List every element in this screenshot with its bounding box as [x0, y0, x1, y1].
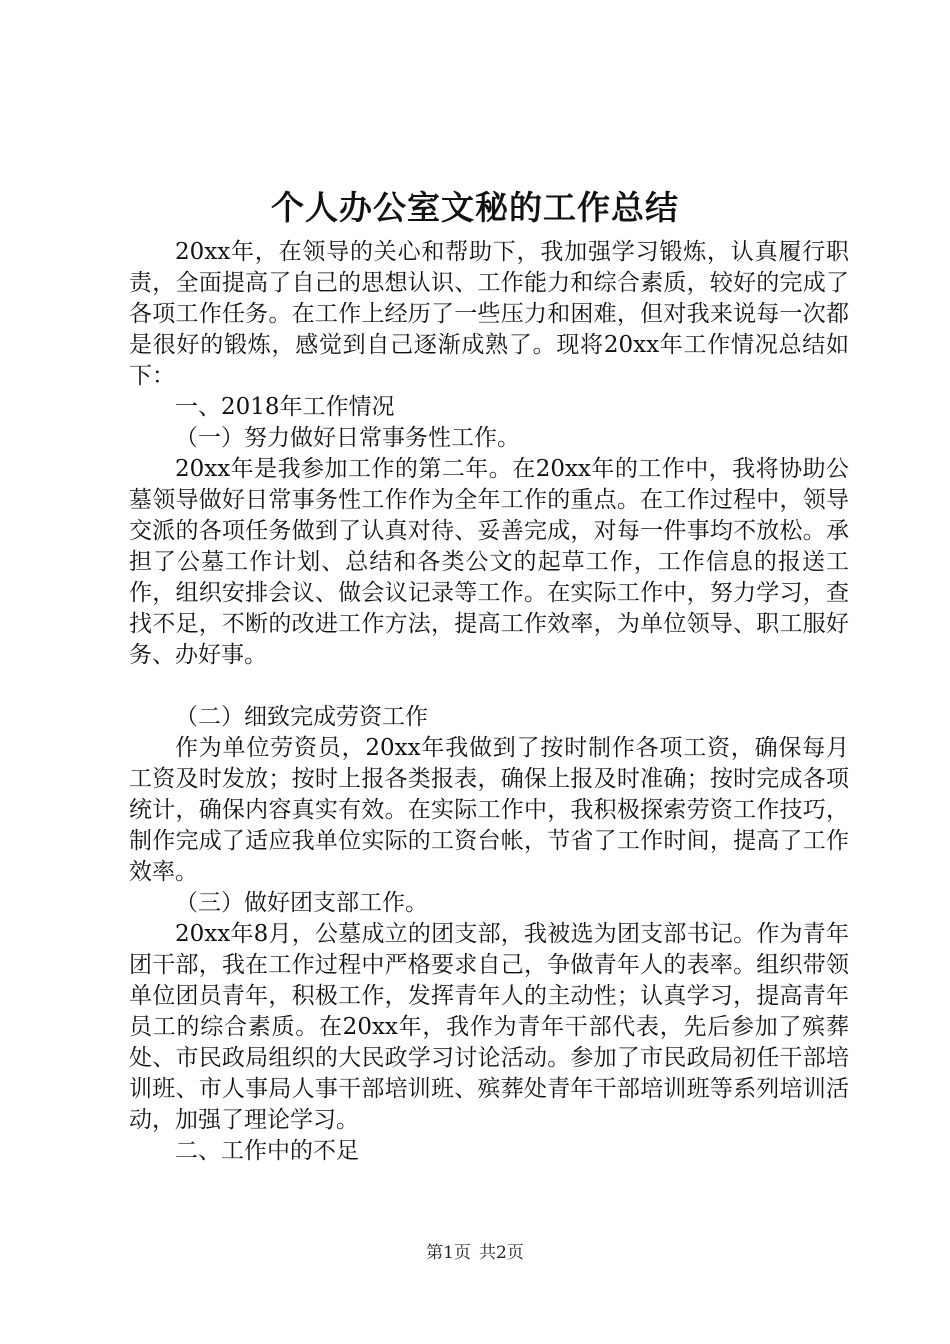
- page-footer: [0, 1241, 950, 1265]
- section-heading-2: 二、工作中的不足: [175, 1138, 359, 1164]
- page-number-current: 第1页: [426, 1243, 471, 1263]
- document-title: 个人办公室文秘的工作总结: [271, 188, 679, 227]
- subsection-heading-2: （二）细致完成劳资工作: [175, 704, 428, 730]
- page-number-total: 共2页: [479, 1243, 524, 1263]
- subsection-heading-1: （一）努力做好日常事务性工作。: [175, 425, 520, 451]
- paragraph-spacer: [129, 671, 849, 702]
- subsection-paragraph-2: 作为单位劳资员，20xx年我做到了按时制作各项工资，确保每月工资及时发放；按时上报各类报表，确保上报及时准确；按时完成各项统计，确保内容真实有效。在实际工作中，我积极探索劳资工作技巧，制作完成了适应我单位实际的工资台帐，节省了工作时间，提高了工作效率。: [129, 735, 849, 885]
- document-body: [129, 237, 849, 1167]
- subsection-heading-3: （三）做好团支部工作。: [175, 890, 428, 916]
- intro-paragraph: 20xx年，在领导的关心和帮助下，我加强学习锻炼，认真履行职责，全面提高了自己的思想认识、工作能力和综合素质，较好的完成了各项工作任务。在工作上经历了一些压力和困难，但对我来说每一次都是很好的锻炼，感觉到自己逐渐成熟了。现将20xx年工作情况总结如下：: [129, 239, 849, 389]
- subsection-paragraph-3: 20xx年8月，公墓成立的团支部，我被选为团支部书记。作为青年团干部，我在工作过程中严格要求自己，争做青年人的表率。组织带领单位团员青年，积极工作，发挥青年人的主动性；认真学习，提高青年员工的综合素质。在20xx年，我作为青年干部代表，先后参加了殡葬处、市民政局组织的大民政学习讨论活动。参加了市民政局初任干部培训班、市人事局人事干部培训班、殡葬处青年干部培训班等系列培训活动，加强了理论学习。: [129, 921, 849, 1133]
- section-heading-1: 一、2018年工作情况: [175, 394, 395, 420]
- subsection-paragraph-1: 20xx年是我参加工作的第二年。在20xx年的工作中，我将协助公墓领导做好日常事务性工作作为全年工作的重点。在工作过程中，领导交派的各项任务做到了认真对待、妥善完成，对每一件事均不放松。承担了公墓工作计划、总结和各类公文的起草工作，工作信息的报送工作，组织安排会议、做会议记录等工作。在实际工作中，努力学习，查找不足，不断的改进工作方法，提高工作效率，为单位领导、职工服好务、办好事。: [129, 456, 849, 668]
